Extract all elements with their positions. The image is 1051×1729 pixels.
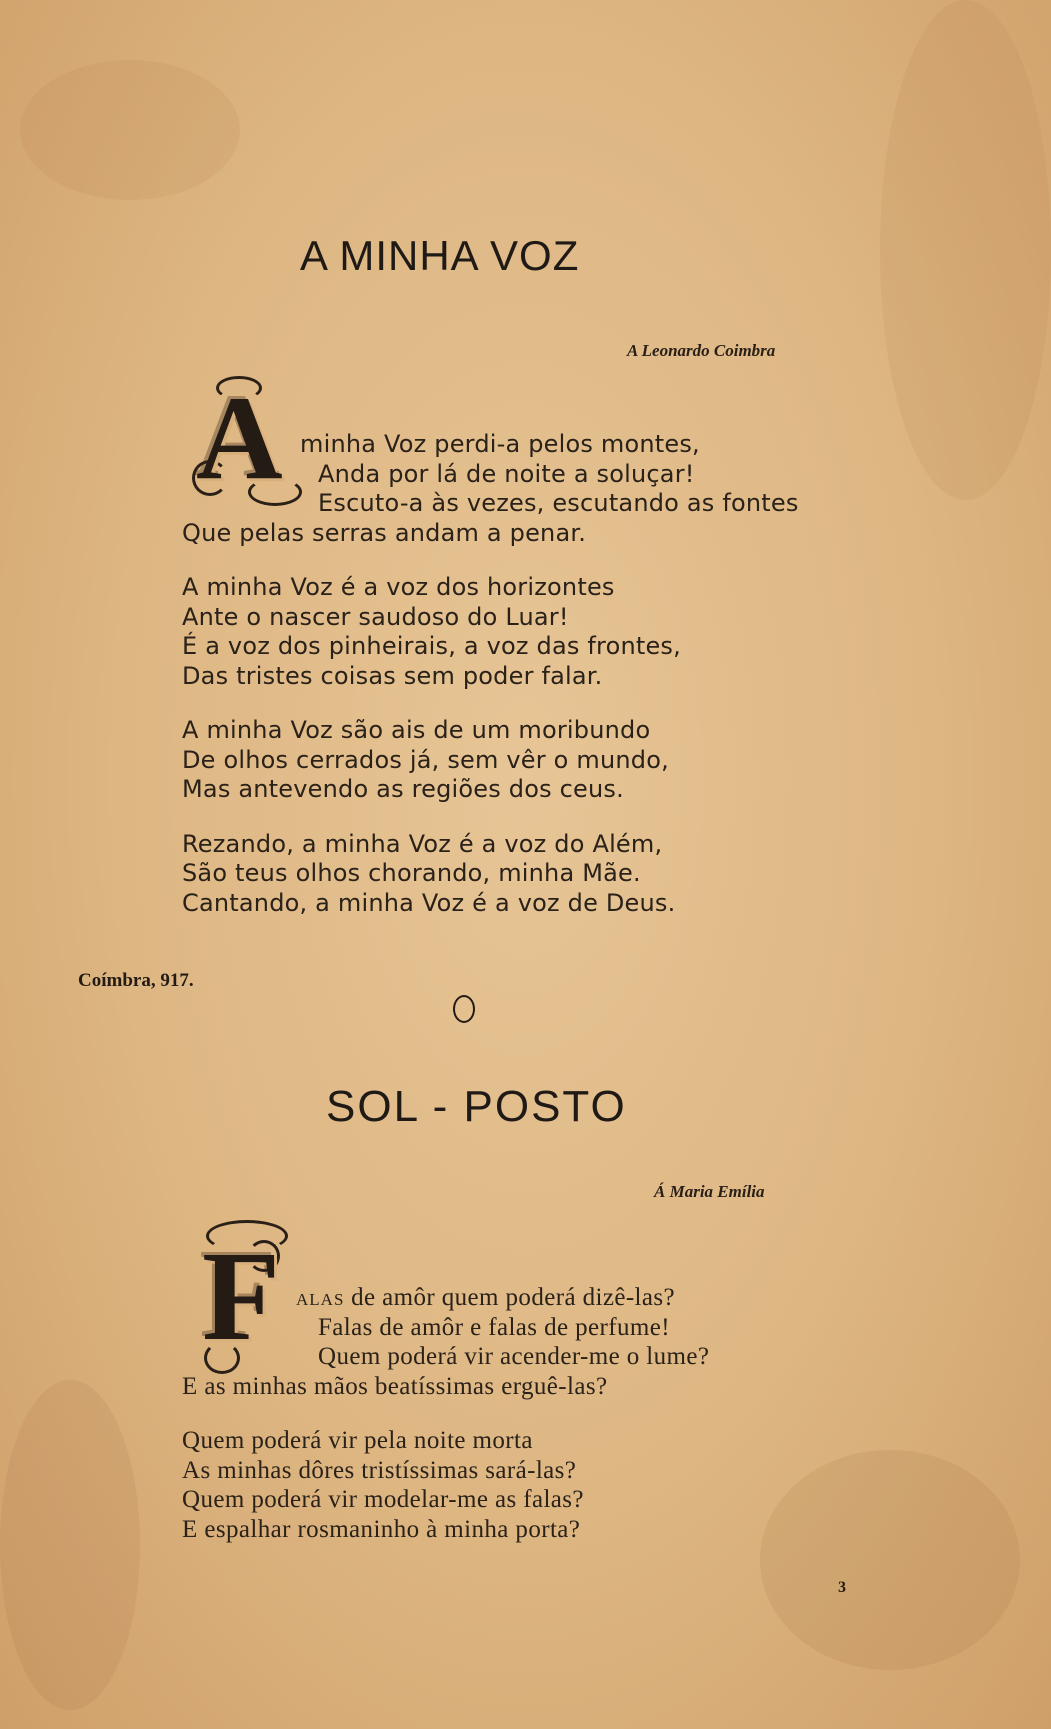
verse-line: Escuto-a às vezes, escutando as fontes bbox=[318, 489, 799, 517]
verse-line-text: de amôr quem poderá dizê-las? bbox=[351, 1284, 676, 1311]
verse-line: Que pelas serras andam a penar. bbox=[182, 518, 587, 547]
poem-body-a-minha-voz bbox=[182, 430, 802, 943]
verse-line: São teus olhos chorando, minha Mãe. bbox=[182, 859, 641, 887]
stanza bbox=[182, 716, 802, 805]
verse-line: minha Voz perdi-a pelos montes, bbox=[300, 430, 700, 458]
dropcap-letter: F bbox=[202, 1225, 281, 1367]
verse-line: É a voz dos pinheirais, a voz das frontes, bbox=[182, 632, 681, 660]
verse-line: Anda por lá de noite a soluçar! bbox=[318, 459, 695, 488]
first-word-small-caps: ALAS bbox=[296, 1290, 345, 1309]
poem-title-sol-posto: SOL - POSTO bbox=[326, 1082, 627, 1131]
poem-dedication: A Leonardo Coimbra bbox=[627, 341, 776, 360]
verse-line: Mas antevendo as regiões dos ceus. bbox=[182, 775, 624, 803]
poem-dedication: Á Maria Emília bbox=[654, 1182, 765, 1201]
paper-stain bbox=[880, 0, 1051, 500]
verse-line: A minha Voz são ais de um moribundo bbox=[182, 716, 651, 744]
verse-line: Quem poderá vir modelar-me as falas? bbox=[182, 1486, 584, 1513]
verse-line bbox=[182, 1283, 802, 1313]
verse-line: Cantando, a minha Voz é a voz de Deus. bbox=[182, 888, 676, 917]
verse-line: Falas de amôr e falas de perfume! bbox=[318, 1313, 670, 1341]
verse-line: Quem poderá vir acender-me o lume? bbox=[318, 1343, 710, 1370]
stanza bbox=[182, 830, 802, 919]
verse-line: De olhos cerrados já, sem vêr o mundo, bbox=[182, 745, 669, 774]
stanza bbox=[182, 1283, 802, 1401]
paper-stain bbox=[20, 60, 240, 200]
stanza bbox=[182, 430, 802, 548]
poem-title-a-minha-voz: A MINHA VOZ bbox=[300, 232, 580, 279]
stanza bbox=[182, 1426, 802, 1544]
verse-line: E as minhas mãos beatíssimas erguê-las? bbox=[182, 1372, 608, 1400]
verse-line: E espalhar rosmaninho à minha porta? bbox=[182, 1515, 581, 1543]
poem-body-sol-posto bbox=[182, 1283, 802, 1569]
place-and-date: Coímbra, 917. bbox=[78, 970, 194, 991]
verse-line: A minha Voz é a voz dos horizontes bbox=[182, 573, 615, 601]
verse-line: Das tristes coisas sem poder falar. bbox=[182, 661, 603, 690]
separator-ornament bbox=[453, 995, 475, 1023]
verse-line: Rezando, a minha Voz é a voz do Além, bbox=[182, 829, 663, 858]
paper-stain bbox=[0, 1380, 140, 1710]
verse-line: Ante o nascer saudoso do Luar! bbox=[182, 602, 569, 631]
verse-line: Quem poderá vir pela noite morta bbox=[182, 1427, 533, 1454]
stanza bbox=[182, 573, 802, 691]
page-number: 3 bbox=[838, 1579, 846, 1596]
dropcap-letter: A bbox=[196, 371, 283, 504]
verse-line: As minhas dôres tristíssimas sará-las? bbox=[182, 1456, 577, 1484]
